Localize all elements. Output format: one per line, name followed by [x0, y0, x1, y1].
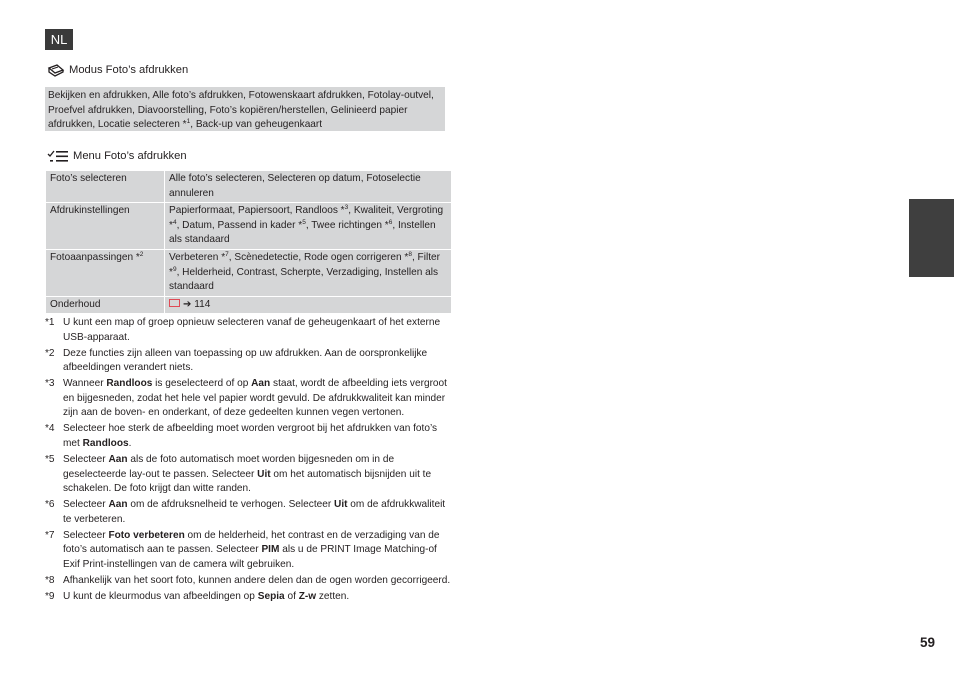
ui-term: Uit	[334, 499, 348, 511]
text-run: om de afdruksnelheid te verhogen. Selecteer	[127, 499, 335, 511]
table-row	[46, 296, 452, 314]
text-run: Selecteer hoe sterk de afbeelding moet worden vergroot bij het afdrukken van foto’s met	[63, 423, 438, 449]
text-run: staat, wordt de afbeelding iets vergroot en bijgesneden, zodat het hele vel papier wordt gevuld. De afdrukkwaliteit kan minder zijn aan de boven- en onderkant, of deze gedeelten kunnen vegen vertonen.	[63, 378, 447, 419]
menu-heading-title: Menu Foto’s afdrukken	[73, 150, 187, 162]
footnote-text	[63, 377, 455, 421]
value-text: Verbeteren *	[169, 251, 226, 263]
footnote-text	[63, 453, 455, 497]
table-cell-name: Afdrukinstellingen	[46, 203, 165, 250]
footnote-item	[45, 316, 455, 345]
text-run: is geselecteerd of op	[152, 378, 252, 390]
value-text: , Helderheid, Contrast, Scherpte, Verzadiging, Instellen als standaard	[169, 266, 439, 293]
footnote-ref: 6	[388, 218, 393, 226]
footnote-mark: *7	[45, 529, 55, 541]
text-run: als u de PRINT Image Matching-of Exif Print-instellingen van de camera wilt gebruiken.	[63, 544, 437, 570]
footnote-ref: 2	[139, 250, 144, 258]
table-row	[46, 171, 452, 203]
mode-list-text: Bekijken en afdrukken, Alle foto’s afdrukken, Fotowenskaart afdrukken, Fotolay-outvel, Proefvel afdrukken, Diavoorstelling, Foto’s kopiëren/herstellen, Gelinieerd papier afdrukken, Locatie selecteren *	[48, 90, 434, 131]
text-run: Selecteer	[63, 453, 109, 465]
ui-term: Uit	[257, 468, 271, 480]
footnote-mark: *2	[45, 347, 55, 359]
page-ref-link[interactable]: 114	[194, 298, 211, 310]
footnote-item	[45, 574, 455, 589]
footnote-item	[45, 377, 455, 421]
table-cell-value	[165, 296, 452, 314]
table-cell-name: Onderhoud	[46, 296, 165, 314]
mode-list-text-end: , Back-up van geheugenkaart	[190, 119, 323, 131]
text-run: om de helderheid, het contrast en de verzadiging van de foto’s automatisch aan te passen. Selecteer	[63, 529, 440, 556]
mode-heading	[47, 63, 188, 78]
footnote-ref: 1	[186, 118, 191, 126]
text-run: om het automatisch bijsnijden uit te schakelen. De foto krijgt dan witte randen.	[63, 468, 432, 495]
language-badge: NL	[45, 29, 73, 50]
mode-heading-title: Modus Foto’s afdrukken	[69, 64, 189, 77]
footnote-ref: 3	[344, 204, 349, 212]
text-run: om de afdrukkwaliteit te verbeteren.	[63, 499, 446, 525]
footnote-text: U kunt een map of groep opnieuw selecteren vanaf de geheugenkaart of het externe USB-apparaat.	[63, 317, 441, 343]
footnote-text	[63, 498, 455, 527]
table-row	[46, 203, 452, 250]
footnote-text: Deze functies zijn alleen van toepassing op uw afdrukken. Aan de oorspronkelijke afbeeldingen verandert niets.	[63, 347, 428, 374]
document-print-icon	[47, 63, 65, 78]
footnote-mark: *5	[45, 453, 55, 465]
footnote-ref: 8	[408, 250, 412, 258]
footnote-item	[45, 347, 455, 376]
page-reference-icon	[169, 299, 180, 307]
text-run: of	[284, 590, 299, 602]
arrow-right-icon: ➔	[183, 298, 192, 310]
ui-term: Aan	[251, 378, 271, 390]
chapter-side-tab	[909, 199, 954, 277]
text-run: Selecteer	[63, 499, 109, 511]
footnote-ref: 5	[302, 218, 306, 226]
footnote-text	[63, 422, 455, 451]
table-row	[46, 249, 452, 296]
table-cell-value: Alle foto’s selecteren, Selecteren op datum, Fotoselectie annuleren	[165, 171, 452, 203]
mode-list-box	[45, 87, 445, 131]
value-text: , Datum, Passend in kader *	[176, 219, 303, 231]
ui-term: PIM	[261, 544, 280, 556]
name-text: Fotoaanpassingen *	[50, 251, 140, 263]
value-text: , Twee richtingen *	[305, 219, 389, 231]
text-run: .	[128, 437, 132, 449]
footnote-mark: *3	[45, 378, 55, 390]
footnote-item	[45, 590, 455, 605]
value-text: , Filter *	[169, 251, 440, 278]
value-text: , Kwaliteit, Vergroting *	[169, 205, 444, 231]
table-cell-value	[165, 249, 452, 296]
ui-term: Aan	[108, 499, 128, 511]
text-run: Selecteer	[63, 529, 109, 541]
ui-term: Z-w	[298, 590, 317, 602]
table-cell-name: Foto’s selecteren	[46, 171, 165, 203]
page-number: 59	[919, 635, 935, 650]
footnote-ref: 7	[225, 250, 229, 258]
table-cell-value	[165, 203, 452, 250]
footnote-mark: *6	[45, 499, 55, 511]
menu-heading	[47, 149, 187, 163]
value-text: Papierformaat, Papiersoort, Randloos *	[169, 205, 345, 217]
footnote-item	[45, 498, 455, 527]
ui-term: Aan	[108, 453, 128, 465]
footnote-item	[45, 422, 455, 451]
ui-term: Sepia	[257, 590, 285, 602]
footnote-mark: *8	[45, 574, 55, 586]
ui-term: Randloos	[106, 378, 153, 390]
table-cell-name	[46, 249, 165, 296]
menu-table	[45, 170, 452, 314]
footnote-mark: *1	[45, 317, 55, 328]
footnote-text	[63, 590, 455, 605]
footnote-mark: *9	[45, 590, 55, 602]
footnote-mark: *4	[45, 423, 55, 435]
ui-term: Foto verbeteren	[108, 529, 185, 541]
footnote-item	[45, 529, 455, 573]
footnote-text	[63, 529, 455, 573]
footnote-item	[45, 453, 455, 497]
text-run: zetten.	[316, 590, 350, 602]
ui-term: Randloos	[82, 437, 129, 449]
text-run: Wanneer	[63, 378, 107, 390]
value-text: , Scènedetectie, Rode ogen corrigeren *	[228, 251, 409, 263]
value-text: , Instellen als standaard	[169, 219, 436, 246]
text-run: als de foto automatisch moet worden bijgesneden om in de geselecteerde lay-out te passen. Selecteer	[63, 453, 395, 480]
footnote-text: Afhankelijk van het soort foto, kunnen andere delen dan de ogen worden gecorrigeerd.	[63, 574, 451, 586]
footnotes	[45, 316, 455, 606]
footnote-ref: 9	[172, 265, 177, 273]
checklist-menu-icon	[47, 149, 69, 163]
footnote-ref: 4	[172, 218, 177, 226]
text-run: U kunt de kleurmodus van afbeeldingen op	[63, 590, 258, 602]
